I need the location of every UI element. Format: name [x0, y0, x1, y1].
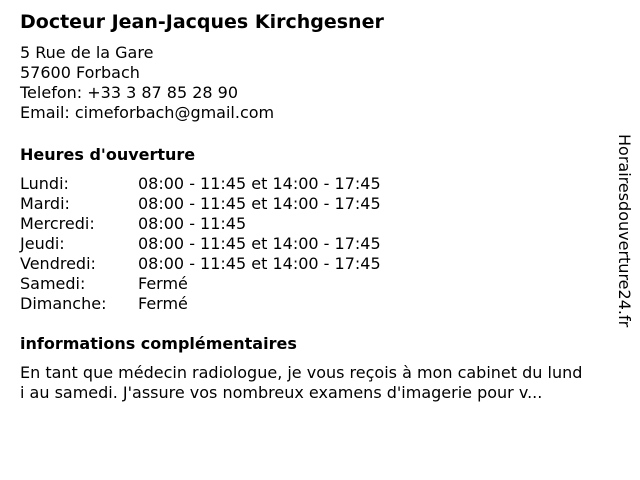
day-label: Samedi:	[20, 274, 86, 293]
street-address: 5 Rue de la Gare	[20, 43, 154, 62]
watermark-text: Horairesdouverture24.fr	[615, 134, 634, 328]
day-label: Mardi:	[20, 194, 70, 213]
hours-value: 08:00 - 11:45	[138, 214, 247, 233]
description-text	[20, 363, 632, 403]
opening-hours-table	[20, 174, 381, 314]
hours-row-friday	[20, 254, 381, 274]
day-label: Vendredi:	[20, 254, 96, 273]
hours-value: 08:00 - 11:45 et 14:00 - 17:45	[138, 254, 381, 273]
day-label: Mercredi:	[20, 214, 95, 233]
hours-row-thursday	[20, 234, 381, 254]
hours-row-wednesday	[20, 214, 381, 234]
city-address: 57600 Forbach	[20, 63, 140, 82]
opening-hours-heading: Heures d'ouverture	[20, 145, 196, 164]
phone-number: Telefon: +33 3 87 85 28 90	[20, 83, 239, 102]
day-label: Lundi:	[20, 174, 69, 193]
description-line: i au samedi. J'assure vos nombreux examens d'imagerie pour v...	[20, 383, 543, 402]
hours-row-monday	[20, 174, 381, 194]
day-label: Jeudi:	[20, 234, 65, 253]
page-title: Docteur Jean-Jacques Kirchgesner	[20, 11, 384, 33]
email-address: Email: cimeforbach@gmail.com	[20, 103, 275, 122]
address-block	[20, 43, 274, 123]
hours-row-sunday	[20, 294, 381, 314]
hours-value: 08:00 - 11:45 et 14:00 - 17:45	[138, 234, 381, 253]
hours-value: Fermé	[138, 274, 188, 293]
description-line: En tant que médecin radiologue, je vous reçois à mon cabinet du lund	[20, 363, 583, 382]
hours-value: 08:00 - 11:45 et 14:00 - 17:45	[138, 174, 381, 193]
hours-row-saturday	[20, 274, 381, 294]
hours-value: 08:00 - 11:45 et 14:00 - 17:45	[138, 194, 381, 213]
hours-value: Fermé	[138, 294, 188, 313]
hours-row-tuesday	[20, 194, 381, 214]
day-label: Dimanche:	[20, 294, 107, 313]
additional-info-heading: informations complémentaires	[20, 334, 297, 353]
watermark	[612, 134, 636, 344]
